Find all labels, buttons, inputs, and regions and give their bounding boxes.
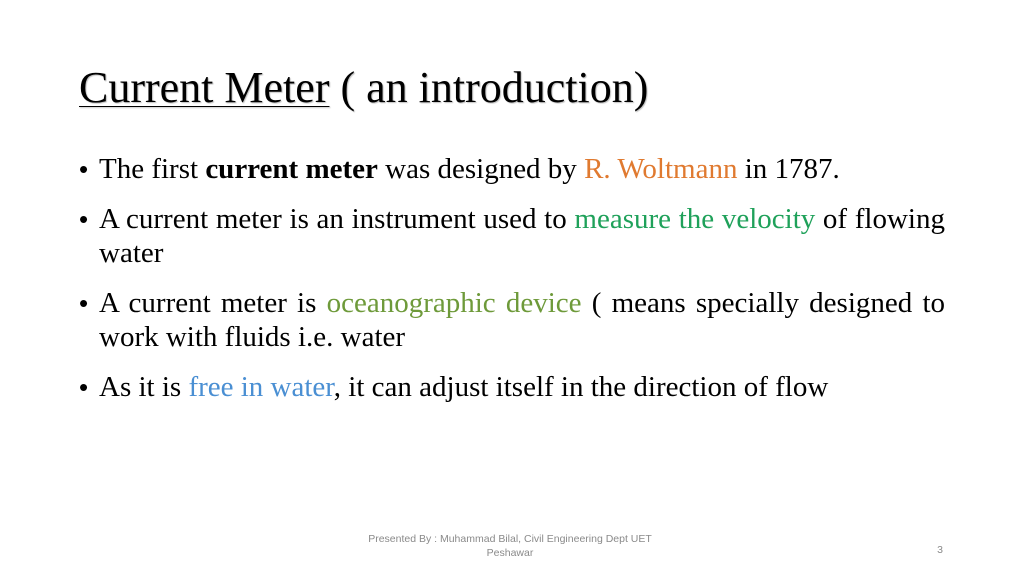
bullet-item-free-in-water bbox=[79, 370, 945, 404]
footer-line-1: Presented By : Muhammad Bilal, Civil Engineering Dept UET bbox=[368, 533, 652, 545]
bullet-highlight-text: free in water bbox=[188, 371, 334, 403]
bullet-item-inventor bbox=[79, 152, 945, 186]
bullet-list bbox=[79, 152, 945, 420]
bullet-point-icon: • bbox=[79, 204, 89, 234]
title-main-text: Current Meter bbox=[79, 63, 330, 112]
bullet-text: , it can adjust itself in the direction of flow bbox=[333, 371, 829, 403]
bullet-point-icon: • bbox=[79, 372, 89, 402]
bullet-highlight-text: R. Woltmann bbox=[584, 153, 738, 185]
bullet-text: of flowing water bbox=[99, 203, 945, 269]
bullet-text: A current meter is bbox=[99, 287, 327, 319]
bullet-text: A current meter is an instrument used to bbox=[99, 203, 575, 235]
footer-line-2: Peshawar bbox=[486, 547, 534, 559]
bullet-text: The first bbox=[99, 153, 206, 185]
bullet-bold-text: current meter bbox=[205, 153, 378, 185]
bullet-item-definition bbox=[79, 202, 945, 270]
bullet-highlight-text: oceanographic device bbox=[326, 287, 582, 319]
bullet-text: As it is bbox=[99, 371, 189, 403]
bullet-item-oceanographic bbox=[79, 286, 945, 354]
presenter-footer bbox=[340, 532, 680, 560]
bullet-text: in 1787. bbox=[737, 153, 840, 185]
page-number: 3 bbox=[937, 544, 943, 556]
slide-title bbox=[79, 62, 959, 114]
bullet-text: was designed by bbox=[377, 153, 585, 185]
bullet-highlight-text: measure the velocity bbox=[574, 203, 816, 235]
bullet-text: ( means specially designed to work with fluids i.e. water bbox=[99, 287, 945, 353]
bullet-point-icon: • bbox=[79, 154, 89, 184]
bullet-point-icon: • bbox=[79, 288, 89, 318]
title-sub-text: ( an introduction) bbox=[329, 63, 649, 112]
